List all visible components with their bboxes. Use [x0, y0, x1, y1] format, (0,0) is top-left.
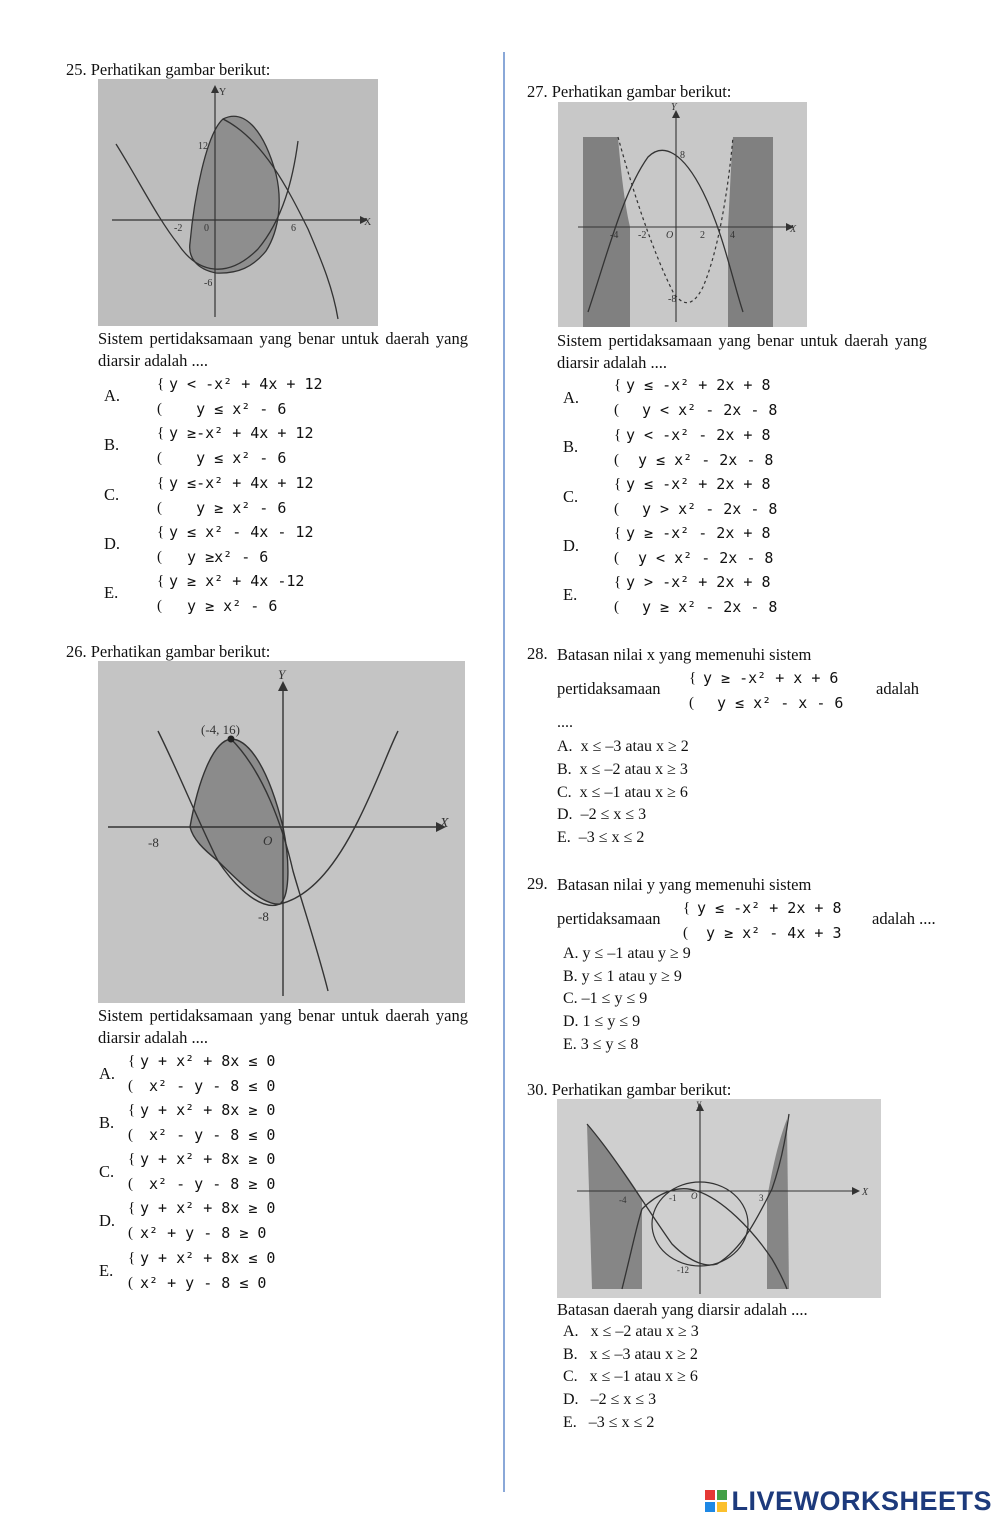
q27-title: 27. Perhatikan gambar berikut: — [527, 82, 732, 101]
q27-graph — [558, 102, 807, 327]
q30-x-m1-label: -1 — [669, 1193, 677, 1203]
q27-x-2-label: 2 — [700, 230, 705, 241]
q30-option-b[interactable]: B. x ≤ –3 atau x ≥ 2 — [563, 1346, 698, 1363]
column-divider — [503, 52, 505, 1492]
q27-x-m2-label: -2 — [638, 230, 647, 241]
q27-y-label: Y — [671, 102, 677, 113]
q27-prompt: Sistem pertidaksamaan yang benar untuk daerah yang diarsir adalah .... — [557, 331, 927, 372]
q27-origin-label: O — [666, 230, 674, 241]
q25-title: 25. Perhatikan gambar berikut: — [66, 60, 271, 79]
q26-y-label: Y — [278, 667, 286, 682]
q30-y-bottom-label: -12 — [677, 1265, 689, 1275]
q26-option-e-letter[interactable]: E. — [99, 1261, 114, 1280]
q25-option-a-letter[interactable]: A. — [104, 386, 121, 405]
q25-x-left-label: -2 — [174, 223, 183, 234]
q26-option-d-letter[interactable]: D. — [99, 1211, 116, 1230]
q27-x-m4-label: -4 — [610, 230, 619, 241]
q25-y-top-label: 12 — [198, 141, 208, 152]
q27-option-b-letter[interactable]: B. — [563, 437, 579, 456]
liveworksheets-badge-icon — [705, 1490, 727, 1512]
liveworksheets-logo[interactable] — [705, 1486, 992, 1517]
q30-graph — [557, 1099, 881, 1298]
q26-graph — [98, 661, 465, 1003]
q29-adalah: adalah .... — [872, 909, 936, 928]
q27-option-e-letter[interactable]: E. — [563, 585, 578, 604]
q26-vertex-label: (-4, 16) — [201, 722, 240, 737]
q30-prompt: Batasan daerah yang diarsir adalah .... — [557, 1300, 808, 1319]
q27-option-d-letter[interactable]: D. — [563, 536, 580, 555]
q26-option-b-letter[interactable]: B. — [99, 1113, 115, 1132]
q28-dots: .... — [557, 714, 573, 731]
q29-number: 29. — [527, 874, 548, 893]
q27-y-bottom-label: -8 — [668, 294, 677, 305]
q27-x-4-label: 4 — [730, 230, 735, 241]
q26-prompt: Sistem pertidaksamaan yang benar untuk daerah yang diarsir adalah .... — [98, 1006, 468, 1047]
q26-option-a-letter[interactable]: A. — [99, 1064, 116, 1083]
q27-option-c-letter[interactable]: C. — [563, 487, 579, 506]
q30-x-m4-label: -4 — [619, 1195, 627, 1205]
q29-option-b[interactable]: B. y ≤ 1 atau y ≥ 9 — [563, 968, 682, 985]
q30-option-a[interactable]: A. x ≤ –2 atau x ≥ 3 — [563, 1323, 699, 1340]
q30-title: 30. Perhatikan gambar berikut: — [527, 1080, 732, 1099]
q30-option-d[interactable]: D. –2 ≤ x ≤ 3 — [563, 1391, 657, 1408]
q26-y-bottom-label: -8 — [258, 909, 269, 924]
q30-y-label: Y — [696, 1100, 702, 1110]
q29-option-d[interactable]: D. 1 ≤ y ≤ 9 — [563, 1013, 641, 1030]
q25-option-d-letter[interactable]: D. — [104, 534, 121, 553]
q29-pertidaksamaan: pertidaksamaan — [557, 909, 661, 928]
q25-option-c-letter[interactable]: C. — [104, 485, 120, 504]
q26-x-left-label: -8 — [148, 835, 159, 850]
q25-option-e-letter[interactable]: E. — [104, 583, 119, 602]
q26-origin-label: O — [263, 833, 273, 848]
q27-option-a-letter[interactable]: A. — [563, 388, 580, 407]
liveworksheets-logo-text: LIVEWORKSHEETS — [731, 1486, 992, 1516]
q30-x-3-label: 3 — [759, 1193, 764, 1203]
q25-x-label: X — [364, 217, 372, 228]
q26-x-label: X — [440, 816, 449, 831]
q28-number: 28. — [527, 644, 548, 663]
q30-option-e[interactable]: E. –3 ≤ x ≤ 2 — [563, 1414, 655, 1431]
q25-y-bottom-label: -6 — [204, 278, 213, 289]
q25-x-right-label: 6 — [291, 223, 296, 234]
q25-y-label: Y — [219, 87, 227, 98]
q27-y-top-label: 8 — [680, 150, 685, 161]
q29-option-a[interactable]: A. y ≤ –1 atau y ≥ 9 — [563, 945, 691, 962]
q25-origin-label: 0 — [204, 223, 209, 234]
q25-graph — [98, 79, 378, 326]
q28-option-d[interactable]: D. –2 ≤ x ≤ 3 — [557, 806, 647, 823]
q28-option-e[interactable]: E. –3 ≤ x ≤ 2 — [557, 829, 645, 846]
q25-option-b-letter[interactable]: B. — [104, 435, 120, 454]
q30-origin-label: O — [691, 1191, 698, 1201]
q29-option-c[interactable]: C. –1 ≤ y ≤ 9 — [563, 990, 648, 1007]
q30-x-label: X — [862, 1187, 869, 1198]
q28-adalah: adalah — [876, 679, 920, 698]
q27-x-label: X — [790, 224, 797, 235]
q28-pertidaksamaan: pertidaksamaan — [557, 679, 661, 698]
q30-option-c[interactable]: C. x ≤ –1 atau x ≥ 6 — [563, 1368, 698, 1385]
q28-option-b[interactable]: B. x ≤ –2 atau x ≥ 3 — [557, 761, 688, 778]
q26-option-c-letter[interactable]: C. — [99, 1162, 115, 1181]
q29-option-e[interactable]: E. 3 ≤ y ≤ 8 — [563, 1036, 639, 1053]
q25-prompt: Sistem pertidaksamaan yang benar untuk daerah yang diarsir adalah .... — [98, 329, 468, 370]
q28-option-a[interactable]: A. x ≤ –3 atau x ≥ 2 — [557, 738, 689, 755]
q29-lead: Batasan nilai y yang memenuhi sistem — [557, 875, 812, 894]
q26-title: 26. Perhatikan gambar berikut: — [66, 642, 271, 661]
q28-option-c[interactable]: C. x ≤ –1 atau x ≥ 6 — [557, 784, 688, 801]
q28-lead: Batasan nilai x yang memenuhi sistem — [557, 645, 812, 664]
